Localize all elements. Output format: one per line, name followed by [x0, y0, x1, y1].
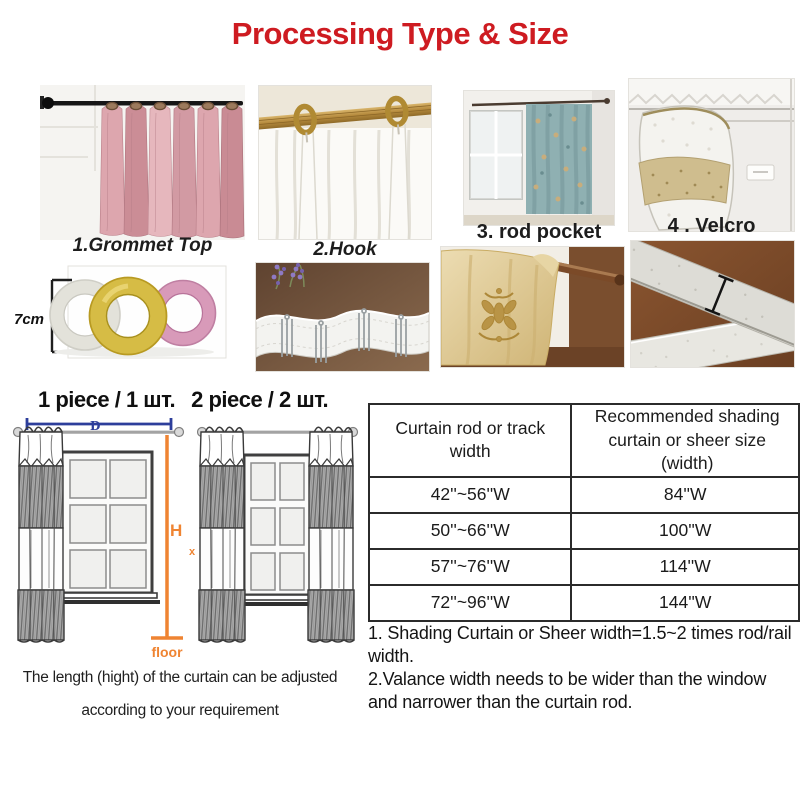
rod-pocket-detail-photo — [440, 246, 625, 368]
table-header-row — [369, 404, 799, 477]
rod-width-value: 50''~66''W — [369, 513, 571, 549]
two-piece-diagram — [197, 420, 359, 665]
size-table — [368, 403, 800, 622]
ring-size-label: 7cm — [14, 311, 45, 328]
rod-width-header: Curtain rod or track width — [369, 404, 571, 477]
label-grommet-top: 1.Grommet Top — [72, 235, 213, 256]
label-rod-pocket: 3. rod pocket — [476, 221, 602, 243]
label-velcro: 4 . Velcro — [667, 215, 756, 237]
rod-width-value: 57''~76''W — [369, 549, 571, 585]
curtain-width-value: 84''W — [571, 477, 799, 513]
window — [470, 111, 522, 199]
rod-width-value: 72''~96''W — [369, 585, 571, 621]
small-orange-mark: x — [189, 546, 196, 558]
window — [53, 452, 160, 604]
window-sill — [56, 593, 157, 598]
rod-finial — [175, 428, 184, 437]
window — [233, 455, 321, 606]
sizing-notes — [368, 622, 794, 714]
label-hook: 2.Hook — [313, 239, 377, 260]
table-row — [369, 585, 799, 621]
curtain-width-value: 100''W — [571, 513, 799, 549]
velcro-strips-photo — [630, 240, 795, 368]
adjust-note-line1: The length (hight) of the curtain can be adjusted — [22, 669, 338, 686]
curtain-panel-right — [308, 427, 354, 642]
window-sill — [237, 595, 317, 600]
rod-width-value: 42''~56''W — [369, 477, 571, 513]
two-piece-label: 2 piece / 2 шт. — [191, 387, 329, 412]
gold-damask-curtain — [441, 250, 559, 365]
teal-curtain — [526, 104, 592, 214]
pieces-heading — [38, 387, 328, 413]
rod-pocket-photo — [463, 90, 615, 226]
floor-label: floor — [151, 644, 183, 660]
curtain-width-value: 114''W — [571, 549, 799, 585]
velcro-tape-roll — [639, 106, 733, 230]
table-row — [369, 513, 799, 549]
height-label: H — [170, 521, 183, 540]
note-2: 2.Valance width needs to be wider than the window and narrower than the curtain rod. — [368, 669, 767, 712]
hook-photo — [258, 85, 432, 240]
curtain-width-value: 144''W — [571, 585, 799, 621]
curtain-panel-left — [199, 427, 245, 642]
adjust-note-line2: according to your requirement — [81, 702, 279, 719]
curtain-panel — [18, 427, 64, 642]
curtain-size-header: Recommended shading curtain or sheer size (width) — [571, 404, 799, 477]
one-piece-label: 1 piece / 1 шт. — [38, 387, 176, 412]
table-row — [369, 549, 799, 585]
grommet-rings-photo — [14, 262, 230, 362]
grommet-top-photo — [40, 85, 245, 240]
hook-tape-photo — [255, 262, 430, 372]
height-measure-H — [151, 435, 183, 660]
width-label: D — [90, 419, 101, 433]
white-sheer-curtain — [259, 124, 431, 239]
one-piece-diagram — [10, 416, 200, 668]
velcro-photo — [628, 78, 795, 232]
note-1: 1. Shading Curtain or Sheer width=1.5~2 times rod/rail width. — [368, 623, 792, 666]
page-title: Processing Type & Size — [231, 16, 569, 51]
table-row — [369, 477, 799, 513]
